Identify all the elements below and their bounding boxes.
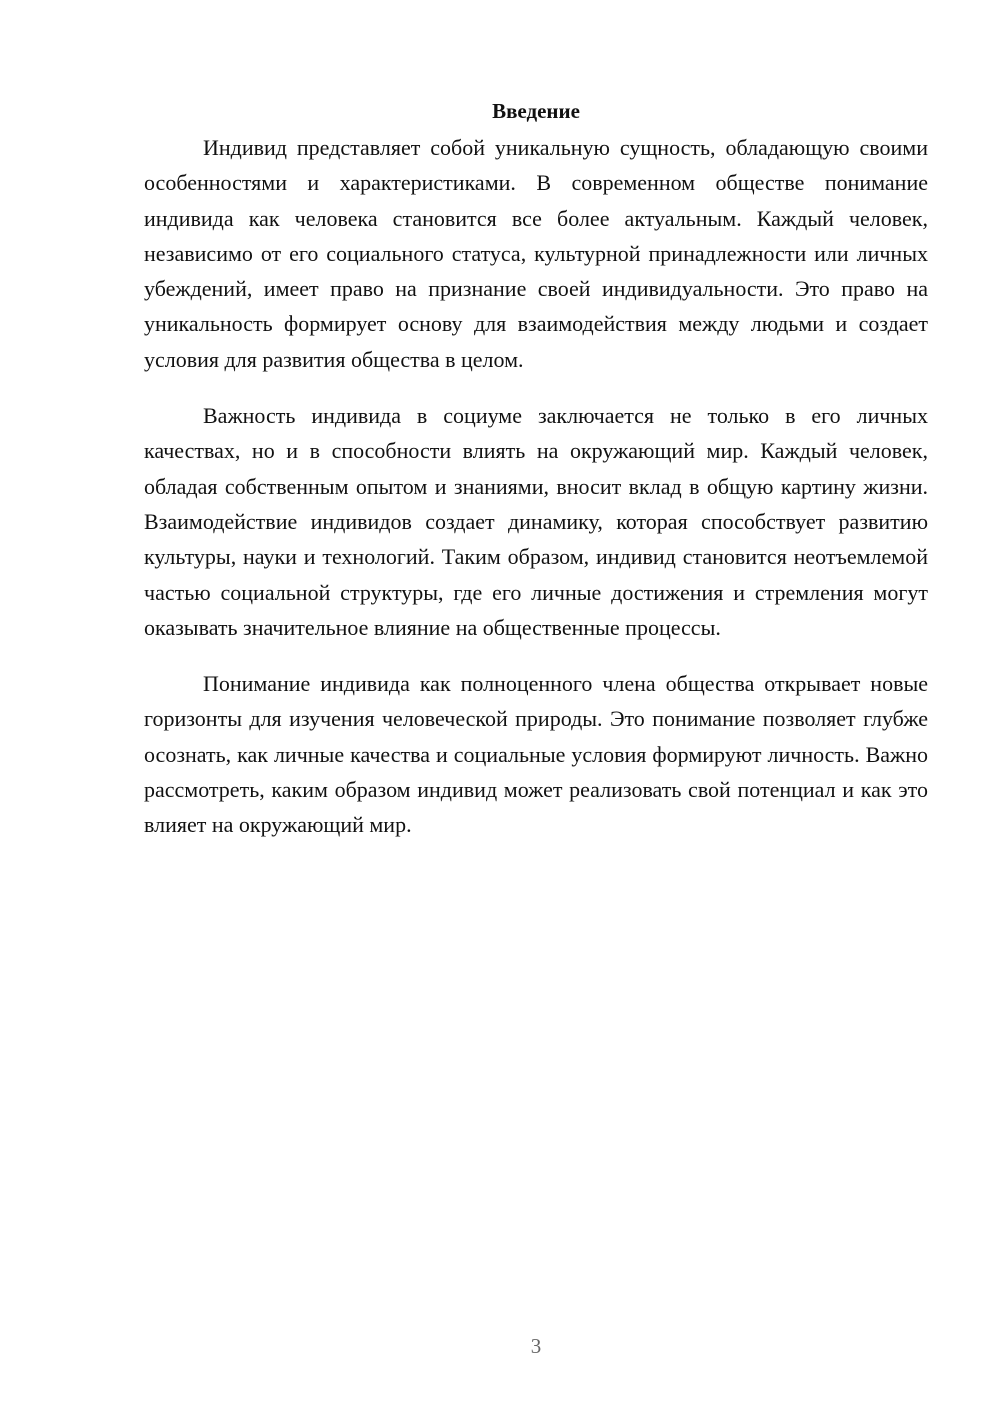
paragraph-3: Понимание индивида как полноценного члена общества открывает новые горизонты для изучения человеческой природы. Это понимание позволяет глубже осознать, как личные качества и социальные условия формируют личность. Важно рассмотреть, каким образом индивид может реализовать свой потенциал и как это влияет на окружающий мир.: [144, 671, 928, 838]
paragraph-1: Индивид представляет собой уникальную сущность, обладающую своими особенностями и характеристиками. В современном обществе понимание индивида как человека становится все более актуальным. Каждый человек, независимо от его социального статуса, культурной принадлежности или личных убеждений, имеет право на признание своей индивидуальности. Это право на уникальность формирует основу для взаимодействия между людьми и создает условия для развития общества в целом.: [144, 135, 928, 372]
page-content: [144, 92, 928, 843]
section-heading: Введение: [492, 99, 580, 123]
paragraph-2: Важность индивида в социуме заключается не только в его личных качествах, но и в способности влиять на окружающий мир. Каждый человек, обладая собственным опытом и знаниями, вносит вклад в общую картину жизни. Взаимодействие индивидов создает динамику, которая способствует развитию культуры, науки и технологий. Таким образом, индивид становится неотъемлемой частью социальной структуры, где его личные достижения и стремления могут оказывать значительное влияние на общественные процессы.: [144, 403, 928, 640]
page-number: 3: [530, 1334, 542, 1358]
